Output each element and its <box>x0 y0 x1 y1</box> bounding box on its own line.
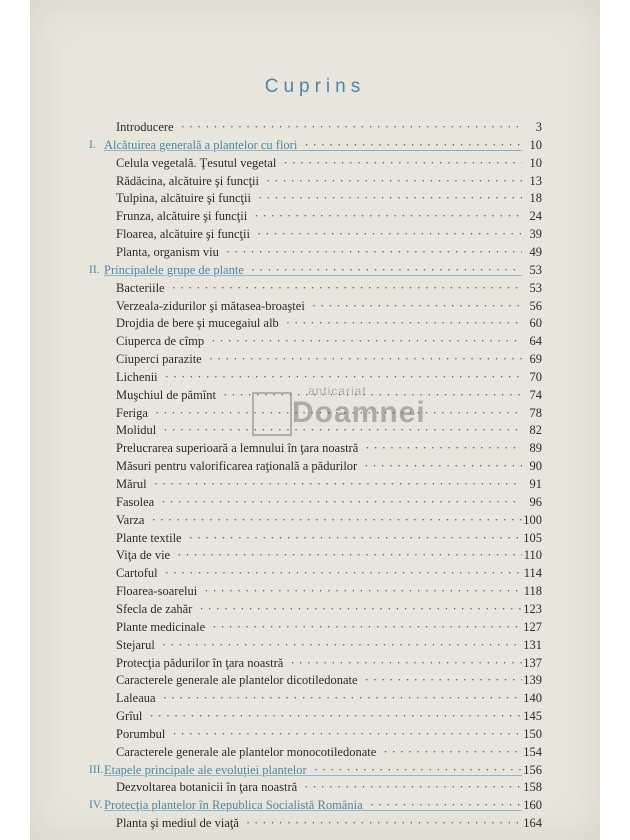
toc-page-number: 139 <box>523 673 542 688</box>
toc-entry-label: Viţa de vie ····· <box>116 546 522 564</box>
toc-entry-label: Feriga ····· <box>116 404 522 422</box>
toc-entry-label: Tulpina, alcătuire şi funcţii ····· <box>116 189 522 207</box>
toc-row <box>30 225 600 243</box>
toc-row <box>30 529 600 547</box>
toc-page-number: 110 <box>523 548 542 563</box>
toc-page-number: 118 <box>523 584 542 599</box>
toc-row <box>30 279 600 297</box>
toc-row <box>30 439 600 457</box>
toc-entry-label: Caracterele generale ale plantelor dicotiledonate ····· <box>116 671 522 689</box>
toc-entry-label: Floarea-soarelui ····· <box>116 582 522 600</box>
toc-page-number: 156 <box>523 762 542 777</box>
toc-page-number: 64 <box>529 334 542 349</box>
toc-entry-label: Dezvoltarea botanicii în ţara noastră ····· <box>116 778 522 796</box>
page-title: Cuprins <box>264 76 366 97</box>
toc-page-number: 69 <box>529 352 542 367</box>
toc-entry-label: Verzeala-zidurilor şi mătasea-broaştei ····· <box>116 297 522 315</box>
toc-row <box>30 475 600 493</box>
toc-entry-label: Introducere ····· <box>116 118 522 136</box>
toc-row <box>30 725 600 743</box>
toc-page-number: 60 <box>529 316 542 331</box>
toc-entry-label: Porumbul ····· <box>116 725 522 743</box>
book-page <box>30 0 600 840</box>
toc-entry-label: Muşchiul de pămînt ····· <box>116 386 522 404</box>
toc-page-number: 10 <box>529 137 542 152</box>
toc-row <box>30 689 600 707</box>
toc-page-number: 91 <box>529 477 542 491</box>
toc-section-row <box>30 136 600 154</box>
toc-row <box>30 386 600 404</box>
toc-row <box>30 421 600 439</box>
toc-row <box>30 350 600 368</box>
toc-page-number: 56 <box>529 298 542 313</box>
toc-page-number: 74 <box>529 387 542 402</box>
toc-entry-label: Planta şi mediul de viaţă ····· <box>116 814 522 832</box>
toc-page-number: 150 <box>523 726 542 741</box>
toc-row <box>30 511 600 529</box>
toc-page-number: 154 <box>523 744 542 759</box>
toc-row <box>30 297 600 315</box>
toc-entry-label: Planta, organism viu ····· <box>116 243 522 261</box>
toc-section-number: III. <box>89 763 104 776</box>
toc-row <box>30 332 600 350</box>
toc-entry-label: Grîul ····· <box>116 707 522 725</box>
toc-entry-label: Bacteriile ····· <box>116 279 522 297</box>
toc-entry-label: Fasolea ····· <box>116 493 522 511</box>
toc-row <box>30 671 600 689</box>
toc-entry-label: Plante medicinale ····· <box>116 618 522 636</box>
toc-row <box>30 172 600 190</box>
toc-entry-label: Rădăcina, alcătuire şi funcţii ····· <box>116 172 522 190</box>
toc-page-number: 123 <box>523 601 542 616</box>
toc-entry-label: Frunza, alcătuire şi funcţii ····· <box>116 207 522 225</box>
toc-page-number: 160 <box>523 798 542 813</box>
toc-page-number: 140 <box>523 691 542 706</box>
toc-page-number: 49 <box>529 244 542 259</box>
toc-page-number: 3 <box>535 120 542 134</box>
toc-page-number: 70 <box>529 369 542 384</box>
toc-row <box>30 243 600 261</box>
toc-entry-label: Stejarul ····· <box>116 636 522 654</box>
toc-page-number: 13 <box>529 173 542 188</box>
toc-page-number: 137 <box>523 655 542 670</box>
toc-entry-label: Lichenii ····· <box>116 368 522 386</box>
toc-row <box>30 546 600 564</box>
toc-entry-label: Varza ····· <box>116 511 522 529</box>
toc-row <box>30 189 600 207</box>
toc-page-number: 53 <box>529 280 542 295</box>
toc-row <box>30 118 600 136</box>
toc-page-number: 96 <box>529 494 542 509</box>
toc-page-number: 127 <box>523 619 542 634</box>
toc-entry-label: Mărul ····· <box>116 475 522 493</box>
toc-section-row <box>30 796 600 814</box>
toc-row <box>30 457 600 475</box>
toc-entry-label: Floarea, alcătuire şi funcţii ····· <box>116 225 522 243</box>
toc-page-number: 131 <box>523 637 542 652</box>
toc-page-number: 158 <box>523 780 542 795</box>
toc-entry-label: Principalele grupe de plante ····· <box>104 261 522 279</box>
toc-page-number: 10 <box>529 155 542 170</box>
toc-page-number: 24 <box>529 209 542 224</box>
toc-entry-label: Plante textile ····· <box>116 529 522 547</box>
watermark-main-text: Doamnei <box>292 396 426 429</box>
toc-page-number: 90 <box>529 459 542 474</box>
toc-page-number: 145 <box>523 709 542 724</box>
toc-page-number: 78 <box>529 405 542 420</box>
toc-row <box>30 707 600 725</box>
toc-section-number: II. <box>89 263 100 276</box>
toc-row <box>30 564 600 582</box>
toc-row <box>30 743 600 761</box>
toc-section-row <box>30 261 600 279</box>
toc-row <box>30 636 600 654</box>
toc-row <box>30 654 600 672</box>
toc-entry-label: Laleaua ····· <box>116 689 522 707</box>
toc-entry-label: Etapele principale ale evoluţiei plantelor ····· <box>104 761 522 779</box>
toc-entry-label: Caracterele generale ale plantelor monocotiledonate ····· <box>116 743 522 761</box>
toc-entry-label: Protecţia plantelor în Republica Socialistă România ····· <box>104 796 522 814</box>
toc-entry-label: Drojdia de bere şi mucegaiul alb ····· <box>116 314 522 332</box>
toc-page-number: 100 <box>523 512 542 527</box>
toc-entry-label: Celula vegetală. Ţesutul vegetal ····· <box>116 154 522 172</box>
toc-row <box>30 814 600 832</box>
toc-row <box>30 154 600 172</box>
toc-row <box>30 493 600 511</box>
toc-row <box>30 778 600 796</box>
toc-page-number: 53 <box>529 262 542 277</box>
toc-entry-label: Protecţia pădurilor în ţara noastră ····· <box>116 654 522 672</box>
toc-page-number: 89 <box>529 441 542 456</box>
toc-entry-label: Ciuperca de cîmp ····· <box>116 332 522 350</box>
toc-row <box>30 404 600 422</box>
toc-row <box>30 207 600 225</box>
toc-row <box>30 368 600 386</box>
toc-row <box>30 314 600 332</box>
toc-page-number: 82 <box>529 423 542 438</box>
toc-entry-label: Prelucrarea superioară a lemnului în ţara noastră ····· <box>116 439 522 457</box>
toc-page-number: 105 <box>523 530 542 545</box>
toc-page-number: 18 <box>529 191 542 206</box>
toc-row <box>30 600 600 618</box>
toc-page-number: 164 <box>523 816 542 831</box>
watermark-top-text: anticariat <box>308 384 367 398</box>
toc-entry-label: Ciuperci parazite ····· <box>116 350 522 368</box>
toc-entry-label: Cartoful ····· <box>116 564 522 582</box>
toc-page-number: 39 <box>529 227 542 242</box>
toc-entry-label: Măsuri pentru valorificarea raţională a pădurilor ····· <box>116 457 522 475</box>
toc-entry-label: Sfecla de zahăr ····· <box>116 600 522 618</box>
toc-section-number: I. <box>89 138 96 151</box>
toc-section-row <box>30 761 600 779</box>
toc-row <box>30 618 600 636</box>
toc-entry-label: Molidul ····· <box>116 421 522 439</box>
toc-page-number: 114 <box>523 566 542 581</box>
toc-row <box>30 582 600 600</box>
toc-entry-label: Alcătuirea generală a plantelor cu flori ····· <box>104 136 522 154</box>
toc-section-number: IV. <box>89 799 103 812</box>
